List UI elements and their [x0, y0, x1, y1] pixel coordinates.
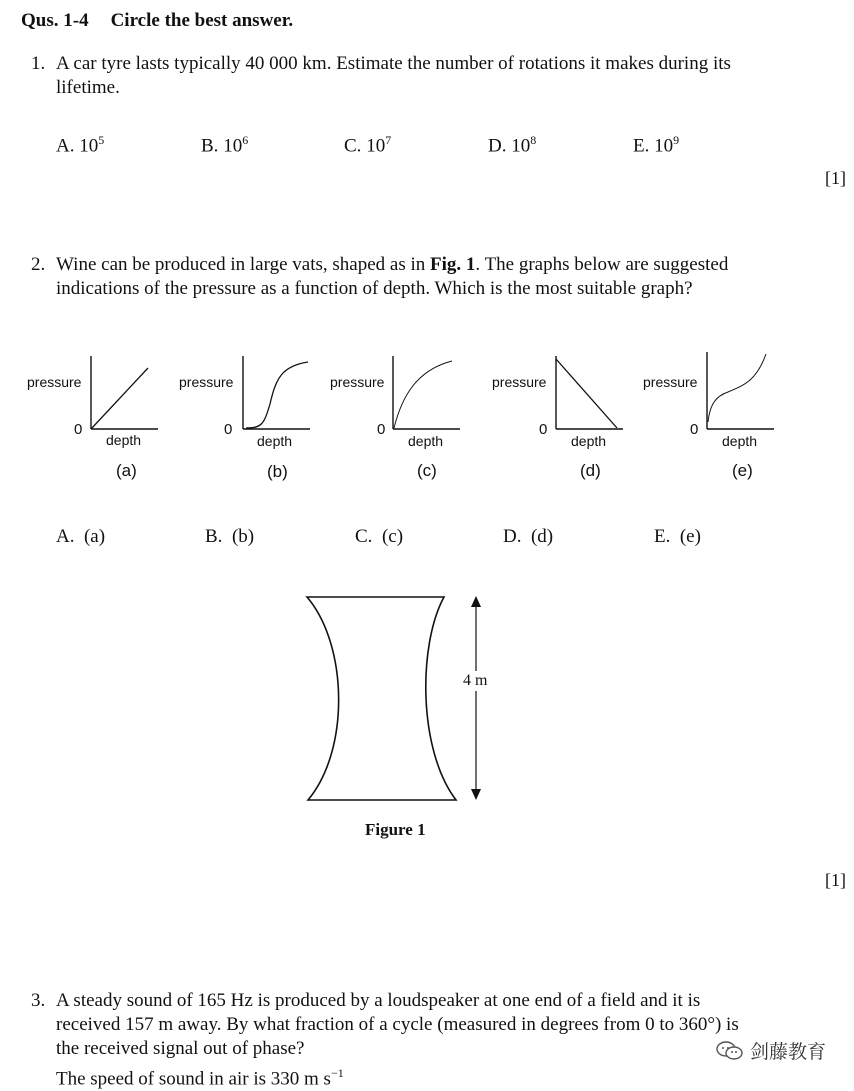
- graph-e-xlabel: depth: [722, 433, 758, 449]
- graph-b-xlabel: depth: [257, 433, 293, 449]
- graph-c-ylabel: pressure: [330, 374, 385, 390]
- section-heading: [21, 10, 293, 32]
- graph-a-tag: (a): [116, 461, 137, 480]
- q2-line1-pre: Wine can be produced in large vats, shaped as in: [56, 254, 431, 275]
- graph-d-ylabel: pressure: [492, 374, 547, 390]
- watermark: [716, 1037, 826, 1064]
- q2-marks: [1]: [825, 870, 846, 890]
- q1-option-d[interactable]: [488, 133, 536, 157]
- q2-text: [56, 253, 728, 301]
- q1-option-b[interactable]: [201, 133, 248, 157]
- option-base: 10: [79, 135, 99, 157]
- q1-text: [56, 52, 731, 100]
- graph-c-zero: 0: [377, 421, 386, 438]
- graph-c-curve: [394, 361, 452, 428]
- graph-e-ylabel: pressure: [643, 374, 698, 390]
- q2-fig-ref: Fig. 1: [430, 254, 476, 275]
- option-value: (c): [381, 526, 404, 547]
- q2-option-e[interactable]: [654, 526, 701, 548]
- graph-d-curve: [556, 359, 617, 428]
- option-exp: 5: [98, 133, 105, 147]
- option-value: (a): [83, 526, 106, 547]
- figure-1-vat: [300, 590, 500, 810]
- q1-option-a[interactable]: [56, 133, 104, 157]
- graph-a-plot: [90, 356, 160, 430]
- option-value: (b): [231, 526, 255, 547]
- graph-d-tag: (d): [580, 461, 601, 480]
- option-value: (e): [679, 526, 701, 547]
- q2-line2: indications of the pressure as a function of depth. Which is the most suitable graph?: [56, 278, 693, 299]
- q3-line4-exp: −1: [330, 1066, 344, 1080]
- q1-option-c[interactable]: [344, 133, 391, 157]
- figure-caption: Figure 1: [365, 820, 426, 839]
- heading-title: Circle the best answer.: [110, 10, 294, 31]
- graph-a-curve: [91, 368, 148, 429]
- option-base: 10: [654, 135, 674, 157]
- graph-d-zero: 0: [539, 421, 548, 438]
- option-letter: E.: [654, 526, 671, 547]
- wechat-icon: [716, 1040, 744, 1062]
- option-letter: D.: [488, 135, 507, 157]
- q2-option-c[interactable]: [355, 526, 403, 548]
- graph-d-plot: [555, 356, 625, 430]
- q3-line4-pre: The speed of sound in air is 330 m s: [56, 1068, 331, 1090]
- heading-number: Qus. 1-4: [21, 10, 89, 31]
- option-letter: A.: [56, 526, 75, 547]
- q1-marks: [1]: [825, 168, 846, 188]
- q1-line2: lifetime.: [56, 77, 120, 98]
- q3-line1: A steady sound of 165 Hz is produced by a loudspeaker at one end of a field and it is: [56, 990, 701, 1011]
- q1-option-e[interactable]: [633, 133, 679, 157]
- option-base: 10: [223, 135, 243, 157]
- q3-text: [56, 989, 739, 1091]
- option-letter: B.: [205, 526, 223, 547]
- option-exp: 6: [242, 133, 249, 147]
- option-letter: C.: [355, 526, 373, 547]
- graph-a-ylabel: pressure: [27, 374, 82, 390]
- graph-e-zero: 0: [690, 421, 699, 438]
- option-letter: D.: [503, 526, 522, 547]
- option-exp: 8: [530, 133, 537, 147]
- option-letter: B.: [201, 135, 219, 157]
- q3-line3: the received signal out of phase?: [56, 1038, 305, 1059]
- q2-line1: [56, 253, 728, 277]
- q1-line1: A car tyre lasts typically 40 000 km. Estimate the number of rotations it makes during its: [56, 53, 731, 74]
- graph-d-xlabel: depth: [571, 433, 607, 449]
- option-letter: A.: [56, 135, 75, 157]
- q3-line4: [56, 1061, 739, 1091]
- graph-b-zero: 0: [224, 421, 233, 438]
- option-exp: 9: [673, 133, 680, 147]
- graph-e-curve: [708, 354, 766, 422]
- arrow-down-icon: [471, 789, 481, 800]
- option-letter: E.: [633, 135, 650, 157]
- graph-a-zero: 0: [74, 421, 83, 438]
- figure-dimension: 4 m: [463, 672, 488, 689]
- q3-line2: received 157 m away. By what fraction of a cycle (measured in degrees from 0 to 360°) is: [56, 1014, 739, 1035]
- arrow-up-icon: [471, 596, 481, 607]
- q2-number: 2.: [31, 254, 46, 275]
- watermark-text: 剑藤教育: [749, 1041, 826, 1063]
- q2-option-b[interactable]: [205, 526, 254, 548]
- graph-a-xlabel: depth: [106, 432, 142, 448]
- q2-option-a[interactable]: [56, 526, 105, 548]
- q1-number: 1.: [31, 53, 46, 74]
- q2-line1-post: . The graphs below are suggested: [475, 254, 729, 275]
- graph-b-ylabel: pressure: [179, 374, 234, 390]
- option-value: (d): [530, 526, 554, 547]
- option-letter: C.: [344, 135, 362, 157]
- vat-outline: [307, 597, 456, 800]
- graph-c-tag: (c): [417, 461, 437, 480]
- option-exp: 7: [385, 133, 392, 147]
- option-base: 10: [366, 135, 386, 157]
- graph-e-plot: [706, 352, 776, 430]
- graph-b-tag: (b): [267, 462, 288, 481]
- option-base: 10: [511, 135, 531, 157]
- q2-option-d[interactable]: [503, 526, 553, 548]
- graph-b-plot: [242, 356, 312, 430]
- graph-b-curve: [246, 362, 308, 428]
- graph-c-xlabel: depth: [408, 433, 444, 449]
- q3-number: 3.: [31, 990, 46, 1011]
- graph-c-plot: [392, 356, 462, 430]
- graph-e-tag: (e): [732, 461, 753, 480]
